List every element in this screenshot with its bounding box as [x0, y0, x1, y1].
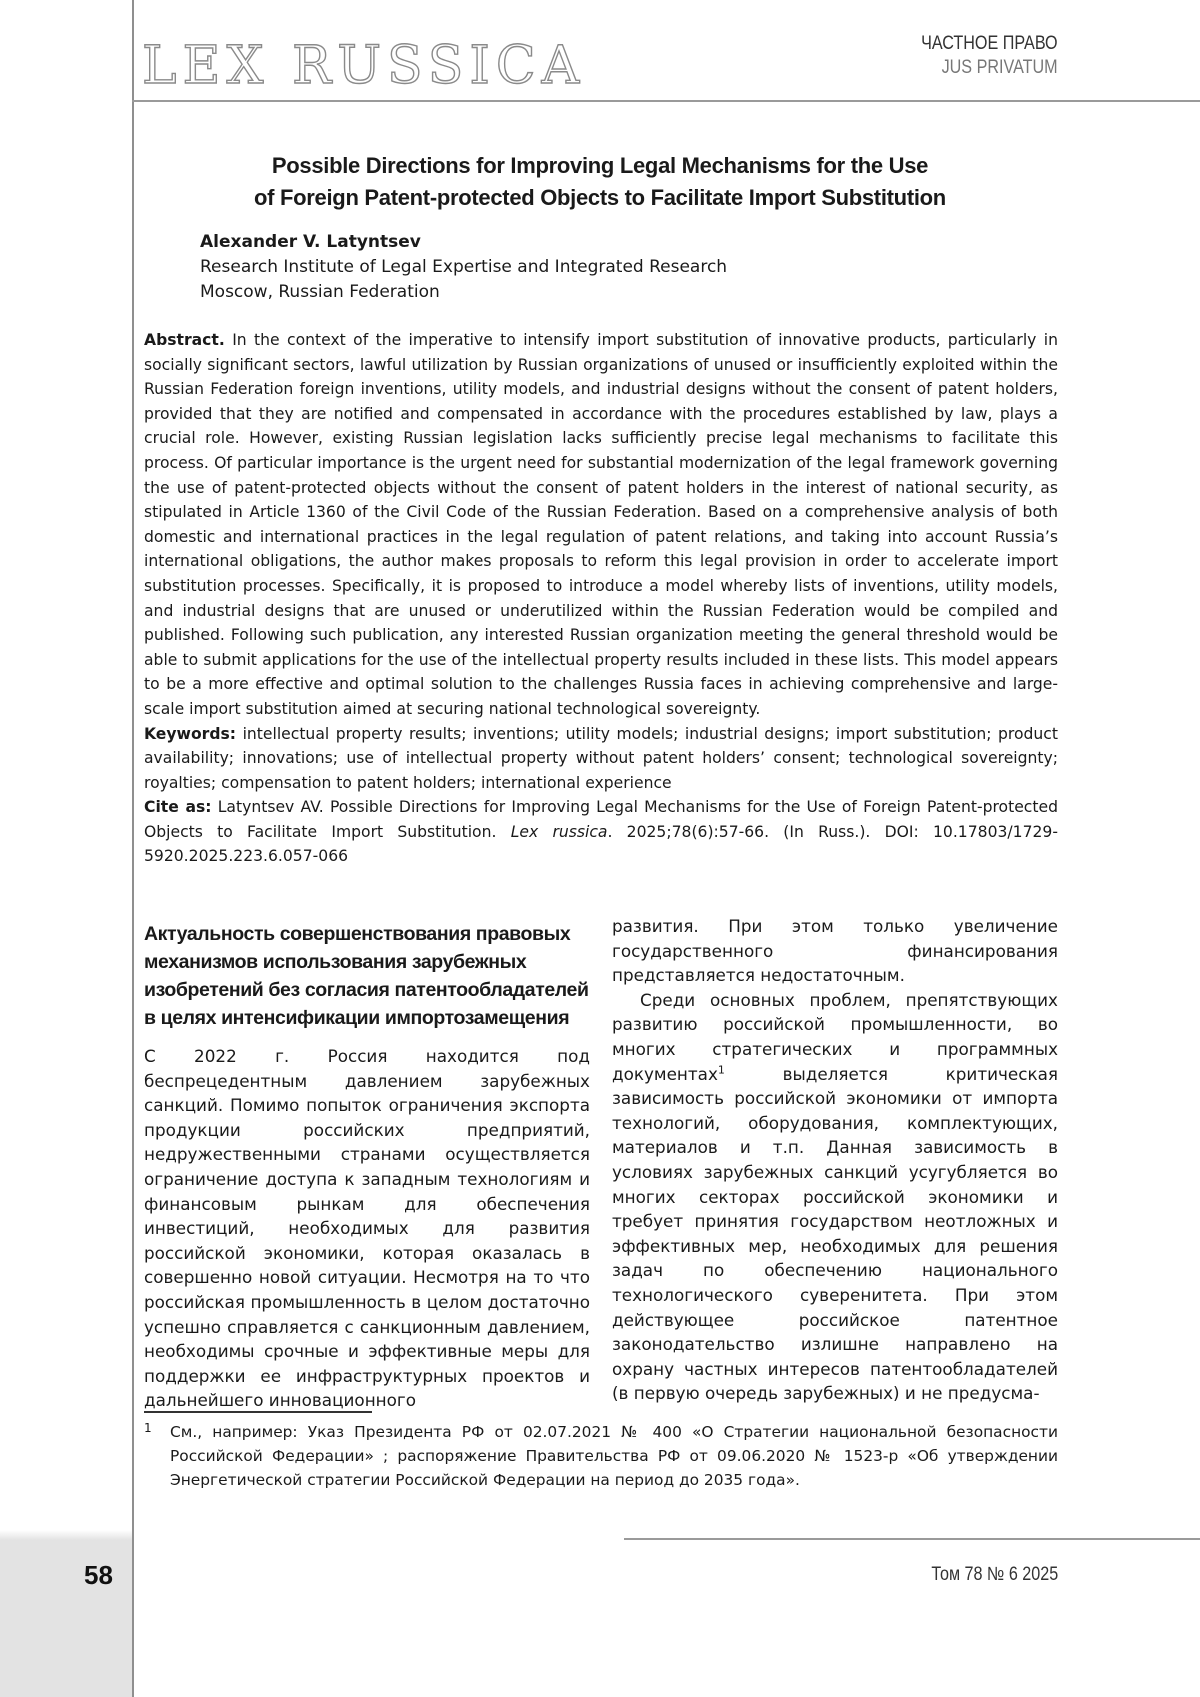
body-column-right: [612, 914, 1058, 1406]
footnote-number: 1: [144, 1421, 152, 1435]
body-paragraph: [612, 988, 1058, 1406]
cite-journal: Lex russica: [510, 822, 608, 841]
body-section-heading: Актуальность совершенствования правовых механизмов использования зарубежных изобретений без согласия патентообладателей в целях интенсификации импортозамещения: [144, 923, 589, 1029]
left-margin-band: [0, 0, 132, 1697]
body-column-left: [144, 920, 590, 1413]
cite-tail: . 2025;78(6):57-66. (In Russ.). DOI: 10.17803/1729-5920.2025.223.6.057-066: [144, 822, 1058, 866]
issue-info: Том 78 № 6 2025: [931, 1564, 1058, 1585]
paragraph-text-after: выделяется критическая зависимость российской экономики от импорта технологий, оборудования, комплектующих, материалов и т.п. Данная зависимость в условиях зарубежных санкций усугубляется во многих секторах российской экономики и требует принятия государством неотложных и эффективных мер, необходимых для решения задач по обеспечению национального технологического суверенитета. При этом действующее российское патентное законодательство излишне направлено на охрану частных интересов патентообладателей (в первую очередь зарубежных) и не предусма-: [612, 1063, 1058, 1404]
abstract-paragraph: [144, 328, 1058, 722]
author-name: Alexander V. Latyntsev: [200, 232, 421, 252]
cite-label: Cite as:: [144, 798, 212, 817]
cite-text: Latyntsev AV. Possible Directions for Improving Legal Mechanisms for the Use of Foreign Patent-protected Objects to Facilitate Import Substitution.: [144, 798, 1058, 841]
section-ru: ЧАСТНОЕ ПРАВО: [921, 33, 1058, 54]
footer-rule: [624, 1538, 1200, 1540]
keywords-text: intellectual property results; inventions; utility models; industrial designs; import substitution; product availability; innovations; use of intellectual property without patent holders’ consent; technological sovereignty; royalties; compensation to patent holders; international experience: [144, 724, 1058, 792]
abstract: [144, 328, 1058, 869]
vertical-rule: [132, 0, 134, 1697]
keywords-paragraph: [144, 722, 1058, 796]
author-block: [200, 230, 727, 305]
paragraph-text-before: Среди основных проблем, препятствующих развитию российской промышленности, во многих стратегических и программных документах: [612, 989, 1058, 1084]
title-line-1: Possible Directions for Improving Legal Mechanisms for the Use: [271, 153, 929, 178]
section-heading: [921, 32, 1058, 80]
author-affiliation: Research Institute of Legal Expertise and Integrated Research: [200, 257, 728, 277]
section-lat: JUS PRIVATUM: [941, 56, 1058, 78]
footnote-separator: [144, 1411, 372, 1413]
header-rule: [132, 100, 1200, 102]
abstract-label: Abstract.: [144, 331, 225, 349]
journal-logo: LEX RUSSICA: [142, 36, 586, 96]
footnote: [144, 1420, 1058, 1492]
body-paragraph: С 2022 г. Россия находится под беспрецедентным давлением зарубежных санкций. Помимо попыток ограничения экспорта продукции российских предприятий, недружественными странами осуществляется ограничение доступа к западным технологиям и финансовым рынкам для обеспечения инвестиций, необходимых для развития российской экономики, которая оказалась в совершенно новой ситуации. Несмотря на то что российская промышленность в целом достаточно успешно справляется с санкционным давлением, необходимы срочные и эффективные меры для поддержки ее инфраструктурных проектов и дальнейшего инновационного: [144, 1046, 590, 1411]
page-number: 58: [84, 1560, 113, 1590]
footnote-reference[interactable]: 1: [717, 1062, 725, 1076]
abstract-text: In the context of the imperative to intensify import substitution of innovative products, particularly in socially significant sectors, lawful utilization by Russian organizations of unused or insufficiently exploited within the Russian Federation foreign inventions, utility models, and industrial designs without the consent of patent holders, provided that they are notified and compensated in accordance with the procedures established by law, plays a crucial role. However, existing Russian legislation lacks sufficiently precise legal mechanisms to facilitate this process. Of particular importance is the urgent need for substantial modernization of the legal framework governing the use of patent-protected objects without the consent of patent holders in the interest of national security, as stipulated in Article 1360 of the Civil Code of the Russian Federation. Based on a comprehensive analysis of both domestic and international practices in the legal regulation of patent relations, and taking into account Russia’s international obligations, the author makes proposals to reform this legal provision in order to accelerate import substitution processes. Specifically, it is proposed to introduce a model whereby lists of inventions, utility models, and industrial designs that are unused or underutilized within the Russian Federation would be compiled and published. Following such publication, any interested Russian organization meeting the general threshold would be able to submit applications for the use of the intellectual property results included in these lists. This model appears to be a more effective and optimal solution to the challenges Russia faces in achieving comprehensive and large-scale import substitution aimed at securing national technological sovereignty.: [144, 331, 1058, 718]
keywords-label: Keywords:: [144, 724, 237, 743]
author-location: Moscow, Russian Federation: [200, 282, 440, 302]
citation-paragraph: [144, 795, 1058, 869]
body-paragraph-continued: развития. При этом только увеличение государственного финансирования представляется недостаточным.: [612, 916, 1058, 986]
article-title: [230, 150, 970, 214]
footnote-text: См., например: Указ Президента РФ от 02.07.2021 № 400 «О Стратегии национальной безопасности Российской Федерации» ; распоряжение Правительства РФ от 09.06.2020 № 1523-р «Об утверждении Энергетической стратегии Российской Федерации на период до 2035 года».: [170, 1423, 1058, 1489]
title-line-2: of Foreign Patent-protected Objects to Facilitate Import Substitution: [254, 185, 946, 210]
